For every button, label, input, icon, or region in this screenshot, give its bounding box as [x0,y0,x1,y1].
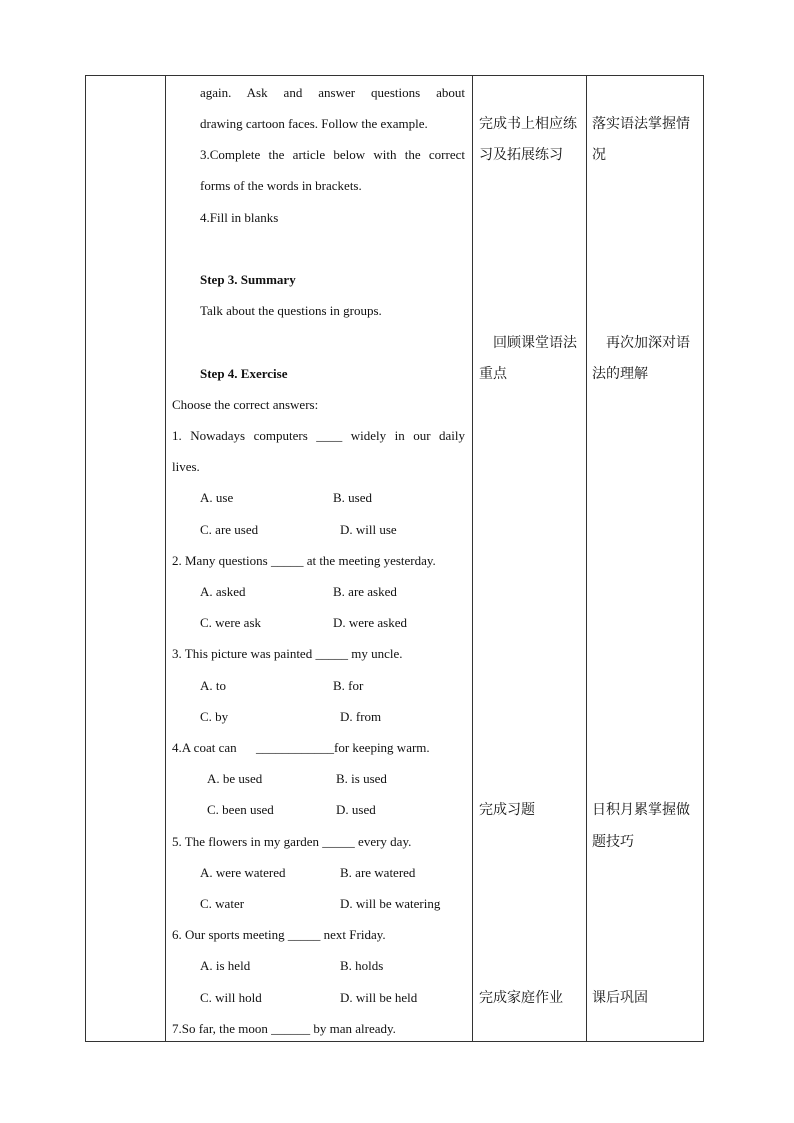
q2-option-d: D. were asked [333,615,407,630]
student-activity-1-line-1: 完成书上相应练 [479,116,577,132]
q5-option-d: D. will be watering [340,896,441,911]
q6-option-d: D. will be held [340,990,418,1005]
activity-line-3: 3.Complete the article below with the correct [200,147,465,162]
q6-option-b: B. holds [340,958,384,973]
q6-option-c: C. will hold [200,990,262,1005]
student-activity-4: 完成家庭作业 [479,990,563,1006]
q3-option-d: D. from [340,709,382,724]
q3-option-a: A. to [200,678,226,693]
q2-option-c: C. were ask [200,615,262,630]
column-divider-3 [586,76,587,1041]
question-4-start: 4.A coat can [172,740,237,755]
q3-option-b: B. for [333,678,364,693]
question-1-line-2: lives. [172,459,200,474]
design-intent-2-line-2: 法的理解 [592,366,648,382]
column-divider-2 [472,76,473,1041]
design-intent-1-line-2: 况 [592,147,606,163]
question-1-line-1: 1. Nowadays computers ____ widely in our daily [172,428,465,443]
question-7: 7.So far, the moon ______ by man already. [172,1021,396,1036]
question-4-end: ____________for keeping warm. [256,740,430,755]
q1-option-d: D. will use [340,522,397,537]
activity-line-2: drawing cartoon faces. Follow the example. [200,116,428,131]
q4-option-d: D. used [336,802,376,817]
exercise-instruction: Choose the correct answers: [172,397,319,412]
student-activity-1-line-2: 习及拓展练习 [479,147,563,163]
activity-line-5: 4.Fill in blanks [200,210,279,225]
design-intent-2-line-1: 再次加深对语 [606,335,690,351]
q4-option-a: A. be used [207,771,263,786]
student-activity-2-line-1: 回顾课堂语法 [493,335,577,351]
question-6: 6. Our sports meeting _____ next Friday. [172,927,386,942]
q3-option-c: C. by [200,709,229,724]
design-intent-3-line-1: 日积月累掌握做 [592,802,690,818]
design-intent-4: 课后巩固 [592,990,648,1006]
q6-option-a: A. is held [200,958,251,973]
step3-heading: Step 3. Summary [200,272,296,287]
design-intent-3-line-2: 题技巧 [592,834,634,850]
q4-option-c: C. been used [207,802,274,817]
q5-option-a: A. were watered [200,865,286,880]
q1-option-a: A. use [200,490,234,505]
step3-text: Talk about the questions in groups. [200,303,382,318]
question-3: 3. This picture was painted _____ my uncle. [172,646,403,661]
column-divider-1 [165,76,166,1041]
question-5: 5. The flowers in my garden _____ every day. [172,834,412,849]
activity-line-4: forms of the words in brackets. [200,178,362,193]
step4-heading: Step 4. Exercise [200,366,288,381]
activity-line-1: again. Ask and answer questions about [200,85,465,100]
q4-option-b: B. is used [336,771,387,786]
q5-option-b: B. are watered [340,865,416,880]
student-activity-3: 完成习题 [479,802,535,818]
design-intent-1-line-1: 落实语法掌握情 [592,116,690,132]
question-2: 2. Many questions _____ at the meeting yesterday. [172,553,436,568]
q2-option-a: A. asked [200,584,246,599]
student-activity-2-line-2: 重点 [479,366,507,382]
q2-option-b: B. are asked [333,584,397,599]
q1-option-b: B. used [333,490,372,505]
q1-option-c: C. are used [200,522,259,537]
q5-option-c: C. water [200,896,245,911]
